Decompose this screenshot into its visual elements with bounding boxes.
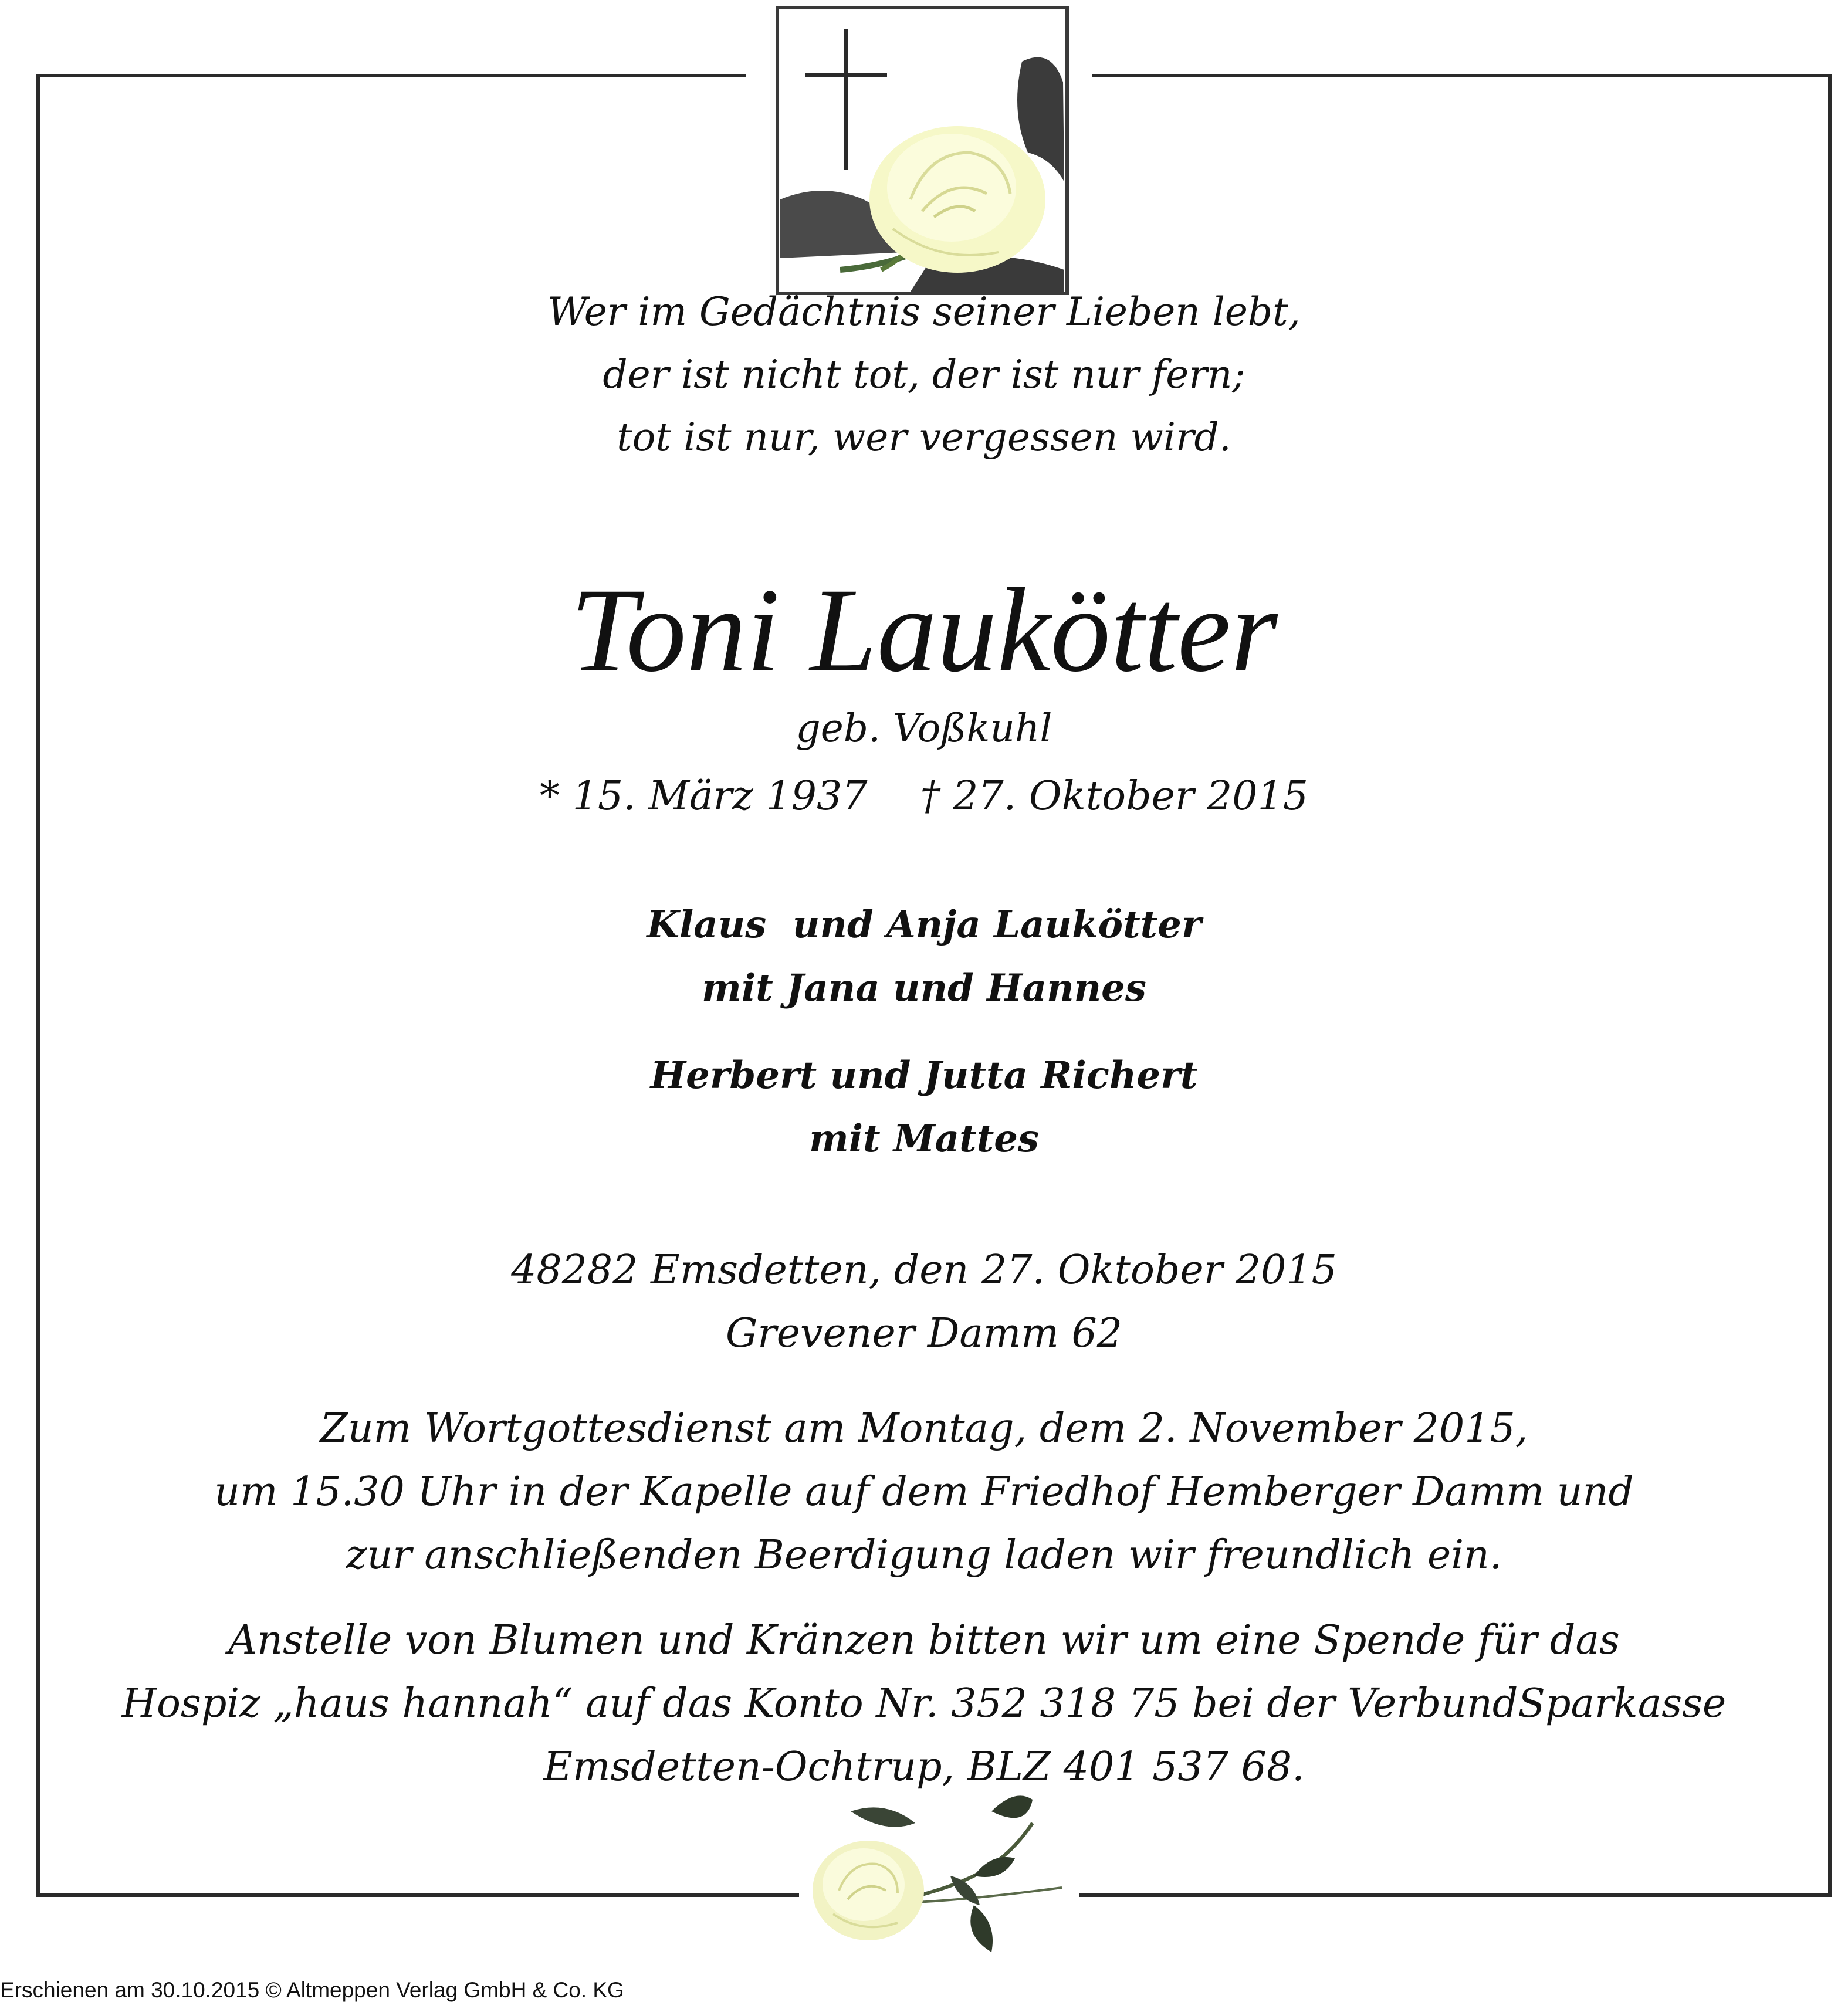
death-date: † 27. Oktober 2015 — [920, 773, 1309, 819]
address-place-date: 48282 Emsdetten, den 27. Oktober 2015 — [511, 1247, 1337, 1293]
rose-icon — [798, 1788, 1079, 1952]
birth-date: * 15. März 1937 — [539, 773, 868, 819]
mourner-line: mit Mattes — [808, 1117, 1040, 1161]
donation-line: Emsdetten-Ochtrup, BLZ 401 537 68. — [543, 1744, 1305, 1790]
memorial-quote — [0, 280, 1848, 469]
deceased-name — [0, 560, 1848, 701]
mourner-line: mit Jana und Hannes — [702, 966, 1146, 1010]
service-line: um 15.30 Uhr in der Kapelle auf dem Friedhof Hemberger Damm und — [214, 1469, 1634, 1515]
birth-name-text: geb. Voßkuhl — [796, 706, 1052, 751]
cross-with-rose-icon — [776, 6, 1069, 295]
mourner-line: Herbert und Jutta Richert — [650, 1053, 1198, 1097]
address-street: Grevener Damm 62 — [725, 1310, 1123, 1357]
quote-line: Wer im Gedächtnis seiner Lieben lebt, — [547, 289, 1301, 334]
donation-line: Anstelle von Blumen und Kränzen bitten wir um eine Spende für das — [228, 1617, 1620, 1664]
donation-request — [0, 1609, 1848, 1799]
address — [0, 1239, 1848, 1366]
frame-top-left — [36, 74, 746, 77]
mourner-line: Klaus und Anja Laukötter — [647, 903, 1201, 947]
frame-bottom-left — [36, 1893, 799, 1897]
frame-bottom-right — [1079, 1893, 1832, 1897]
publication-footer-text: Erschienen am 30.10.2015 © Altmeppen Verlag GmbH & Co. KG — [0, 1978, 624, 2002]
service-line: Zum Wortgottesdienst am Montag, dem 2. November 2015, — [320, 1405, 1528, 1452]
deceased-name-text: Toni Laukötter — [570, 564, 1278, 697]
publication-footer — [0, 1978, 624, 2003]
frame-top-right — [1092, 74, 1832, 77]
life-dates — [0, 767, 1848, 826]
quote-line: tot ist nur, wer vergessen wird. — [617, 415, 1231, 460]
quote-line: der ist nicht tot, der ist nur fern; — [603, 352, 1245, 397]
mourner-family — [0, 1044, 1848, 1171]
service-announcement — [0, 1397, 1848, 1587]
service-line: zur anschließenden Beerdigung laden wir freundlich ein. — [346, 1532, 1502, 1578]
donation-line: Hospiz „haus hannah“ auf das Konto Nr. 352 318 75 bei der VerbundSparkasse — [121, 1681, 1727, 1727]
mourner-family — [0, 893, 1848, 1020]
birth-name — [0, 699, 1848, 758]
